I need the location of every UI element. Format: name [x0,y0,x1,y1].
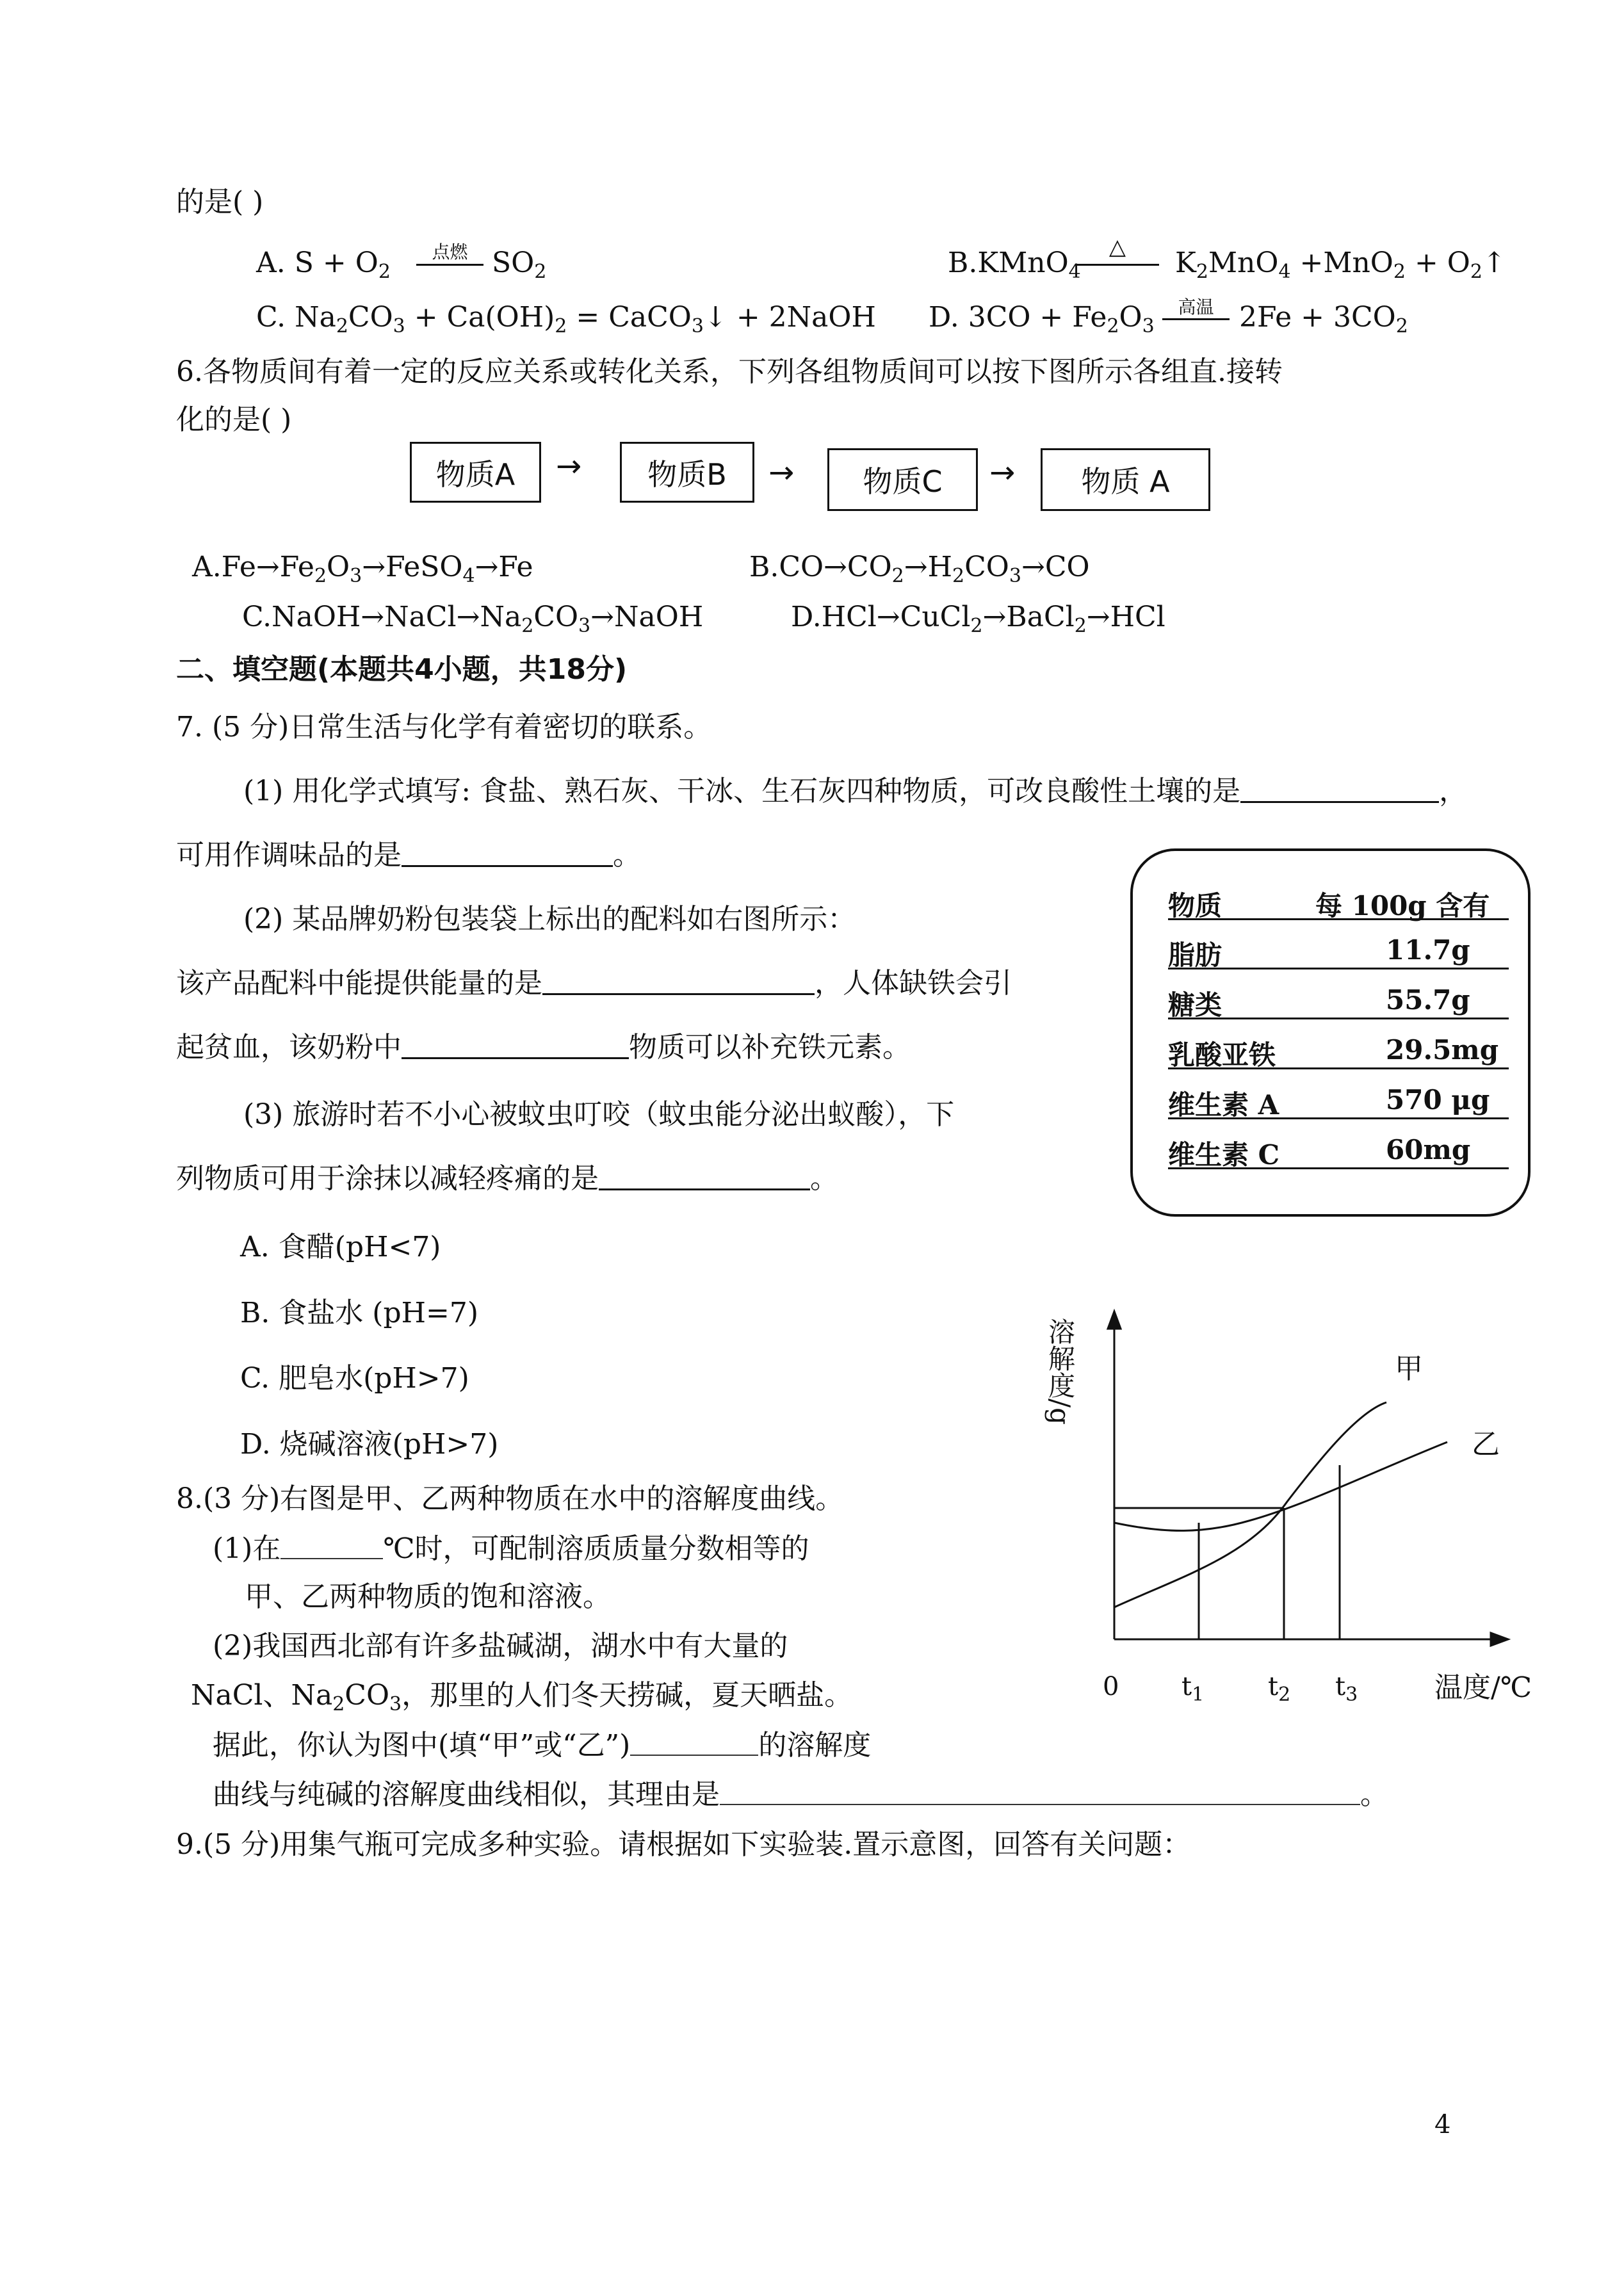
flow-arrow-icon: → [989,455,1016,491]
q5-d-condition: 高温 [1178,296,1214,318]
q5-option-d: D. $3CO + Fe_2O_3$ [929,301,1155,337]
q6-option-b: $B.CO\to CO_2\to H_2CO_3\to CO$ [749,551,1090,587]
q6-option-a: $A.Fe\to Fe_2O_3\to FeSO_4\to Fe$ [192,551,533,587]
flow-box-c: 物质C [827,448,978,511]
nutrition-row: 糖类 55.7g [1168,979,1509,1019]
q7-choice-b: B. 食盐水 (pH=7) [240,1297,479,1329]
q5-a-condition: 点燃 [432,241,468,263]
solubility-graph [1037,1300,1556,1723]
graph-tick-t2: $t_2$ [1268,1672,1291,1706]
flow-box-a-end: 物质 A [1041,448,1210,511]
q8-part2-line2: NaCl、$Na_2CO_3$，那里的人们冬天捞碱，夏天晒盐。 [191,1679,853,1715]
q7-choice-a: A. 食醋(pH<7) [240,1231,441,1263]
answer-blank[interactable] [1240,801,1439,803]
answer-blank[interactable] [720,1804,1360,1805]
answer-blank[interactable] [630,1755,758,1756]
q7-part2-line2: 该产品配料中能提供能量的是 ，人体缺铁会引 [176,967,1012,1000]
q7-stem: 7. (5 分)日常生活与化学有着密切的联系。 [176,711,712,743]
q7-part3-line1: (3) 旅游时若不小心被蚊虫叮咬（蚊虫能分泌出蚁酸），下 [243,1098,955,1131]
q7-part1-line1: (1) 用化学式填写: 食盐、熟石灰、干冰、生石灰四种物质，可改良酸性土壤的是 ， [243,775,1468,807]
q7-part3-line2: 列物质可用于涂抹以减轻疼痛的是 。 [176,1162,838,1195]
answer-blank[interactable] [280,1558,383,1559]
q5-option-c: C. $Na_2CO_3 + Ca(OH)_2$ = CaCO$_3$↓ + 2NaOH [256,301,876,337]
q5-option-a-product: $SO_2$ [492,247,547,283]
nutrition-header-row [1168,880,1509,920]
page-number: 4 [1434,2110,1451,2139]
graph-tick-t3: $t_3$ [1335,1672,1358,1706]
graph-label-jia: 甲 [1395,1352,1423,1385]
q5-option-d-products: $2Fe + 3CO_2$ [1239,301,1408,337]
q5-option-b-products: $K_2MnO_4 +MnO_2$ + $O_2↑$ [1175,247,1506,283]
graph-y-label: 溶解度/g [1044,1318,1076,1425]
q6-option-c: $C.NaOH\to NaCl\to Na_2CO_3\to NaOH$ [242,601,704,637]
q5-option-b: B.KMnO$_4$ [948,247,1081,283]
q8-stem: 8.(3 分)右图是甲、乙两种物质在水中的溶解度曲线。 [176,1482,844,1515]
nutrition-row: 乳酸亚铁 29.5mg [1168,1029,1509,1069]
graph-origin: 0 [1103,1672,1119,1701]
q6-stem-line2: 化的是( ) [176,403,292,436]
graph-tick-t1: $t_1$ [1181,1672,1205,1706]
graph-x-label: 温度/℃ [1434,1671,1532,1704]
q5-b-condition: △ [1108,234,1126,260]
q6-option-d: D.HCl→CuCl$_2$→BaCl$_2$→HCl [791,601,1165,637]
q6-stem-line1: 6.各物质间有着一定的反应关系或转化关系，下列各组物质间可以按下图所示各组直.接转 [176,355,1283,388]
q7-part2-line3: 起贫血，该奶粉中 物质可以补充铁元素。 [176,1031,911,1064]
graph-label-yi: 乙 [1472,1428,1500,1461]
nutrition-header-name: 物质 [1168,890,1222,921]
y-axis-arrowhead [1108,1311,1121,1329]
flow-arrow-icon: → [556,448,582,484]
gas-arrow-icon: ↑ [1482,247,1506,279]
curve-jia [1114,1402,1386,1607]
q5-stem-tail: 的是( ) [176,186,264,218]
answer-blank[interactable] [542,993,815,995]
answer-blank[interactable] [402,865,613,867]
section-heading: 二、填空题(本题共4小题，共18分) [176,653,628,686]
q8-part2-line3: 据此，你认为图中(填“甲”或“乙”) 的溶解度 [213,1729,872,1762]
q8-part1-line2: 甲、乙两种物质的饱和溶液。 [245,1580,611,1613]
q5-a-reaction-line [416,264,483,266]
q9-stem: 9.(5 分)用集气瓶可完成多种实验。请根据如下实验装.置示意图，回答有关问题： [176,1828,1191,1861]
flow-arrow-icon: → [768,455,795,491]
q8-part1-line1: (1)在 ℃时，可配制溶质质量分数相等的 [213,1532,809,1565]
nutrition-header-value: 每 100g 含有 [1315,890,1490,921]
q7-part1-line2: 可用作调味品的是 。 [176,839,641,872]
q7-part2-line1: (2) 某品牌奶粉包装袋上标出的配料如右图所示： [243,903,856,936]
answer-blank[interactable] [599,1188,810,1190]
q5-option-a: A. $S + O_2$ [256,247,391,283]
q8-part2-line1: (2)我国西北部有许多盐碱湖，湖水中有大量的 [213,1630,788,1662]
answer-blank[interactable] [402,1057,629,1059]
q8-part2-line4: 曲线与纯碱的溶解度曲线相似，其理由是 。 [213,1778,1388,1811]
precipitate-arrow-icon: ↓ [703,301,727,334]
x-axis-arrowhead [1491,1633,1508,1646]
flow-box-b: 物质B [620,442,754,503]
curve-yi [1114,1442,1447,1530]
q7-choice-d: D. 烧碱溶液(pH>7) [240,1428,499,1461]
nutrition-label [1130,848,1531,1217]
q5-b-reaction-line [1076,264,1159,266]
q7-choice-c: C. 肥皂水(pH>7) [240,1362,469,1395]
q5-d-reaction-line [1162,318,1230,320]
flow-box-a: 物质A [410,442,541,503]
nutrition-row: 脂肪 11.7g [1168,929,1509,969]
nutrition-row: 维生素 C 60mg [1168,1129,1509,1169]
nutrition-row: 维生素 A 570 μg [1168,1079,1509,1119]
